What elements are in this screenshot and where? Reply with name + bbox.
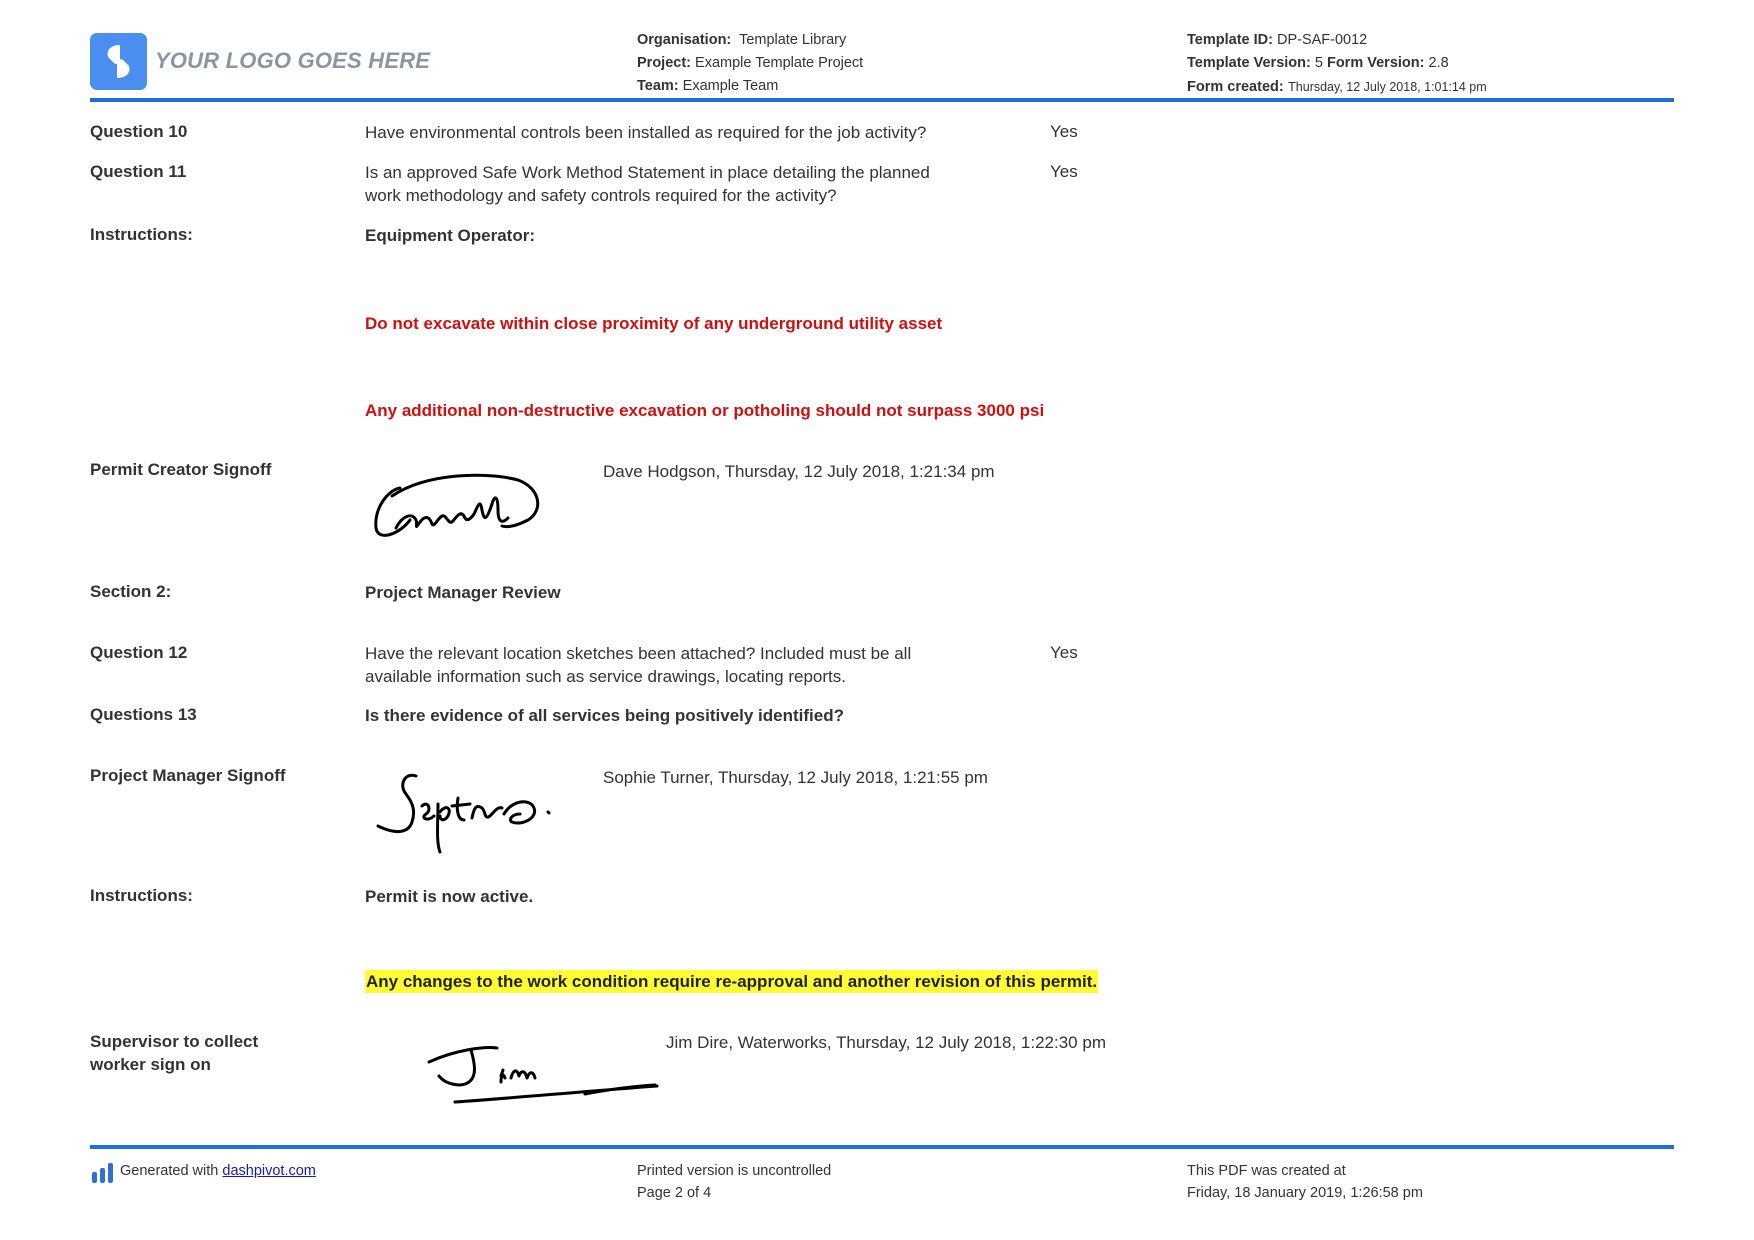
dashpivot-link[interactable]: dashpivot.com — [222, 1163, 316, 1179]
dashpivot-bars-icon — [91, 1162, 115, 1184]
question-11-text — [365, 161, 930, 207]
team-value: Example Team — [682, 78, 779, 94]
uncontrolled-notice: Printed version is uncontrolled — [637, 1163, 832, 1179]
instructions-1-label: Instructions: — [90, 225, 193, 244]
template-version-value: 5 — [1314, 55, 1323, 71]
footer-divider — [90, 1145, 1674, 1149]
permit-creator-label: Permit Creator Signoff — [90, 460, 272, 479]
template-version-label: Template Version: — [1187, 55, 1311, 71]
supervisor-label-line2: worker sign on — [90, 1055, 211, 1074]
project-value: Example Template Project — [695, 55, 864, 71]
question-12-text-line2: available information such as service drawings, locating reports. — [365, 667, 846, 686]
form-version-value: 2.8 — [1428, 55, 1449, 71]
supervisor-label-line1: Supervisor to collect — [90, 1032, 259, 1051]
instructions-2-label: Instructions: — [90, 886, 193, 905]
instructions-1-warning-2: Any additional non-destructive excavation or potholing should not surpass 3000 psi — [365, 401, 1045, 420]
supervisor-label — [90, 1030, 258, 1076]
organisation-label: Organisation: — [637, 32, 732, 48]
organisation-line — [637, 32, 846, 48]
project-manager-signature-icon — [372, 770, 562, 856]
header-divider — [90, 98, 1674, 102]
logo-mark-icon — [90, 33, 147, 90]
instructions-2-highlight-text: Any changes to the work condition require re-approval and another revision of this permit. — [366, 972, 1098, 991]
organisation-value: Template Library — [739, 32, 847, 48]
pdf-created-label: This PDF was created at — [1187, 1163, 1346, 1179]
pdf-created-value: Friday, 18 January 2019, 1:26:58 pm — [1187, 1185, 1423, 1201]
form-version-label: Form Version: — [1326, 55, 1425, 71]
question-13-text: Is there evidence of all services being positively identified? — [365, 706, 844, 725]
supervisor-signed: Jim Dire, Waterworks, Thursday, 12 July 2018, 1:22:30 pm — [666, 1033, 1106, 1052]
question-12-text-line1: Have the relevant location sketches been attached? Included must be all — [365, 644, 912, 663]
permit-creator-signed: Dave Hodgson, Thursday, 12 July 2018, 1:21:34 pm — [603, 462, 995, 481]
permit-creator-signature-icon — [368, 470, 548, 545]
logo-placeholder-text: YOUR LOGO GOES HERE — [155, 48, 431, 73]
team-line — [637, 78, 778, 94]
project-line — [637, 55, 863, 71]
question-11-text-line1: Is an approved Safe Work Method Statement in place detailing the planned — [365, 163, 930, 182]
generated-with-line — [120, 1163, 316, 1179]
version-line — [1187, 55, 1449, 71]
instructions-2-heading: Permit is now active. — [365, 887, 534, 906]
company-logo — [90, 33, 147, 90]
section-2-heading: Project Manager Review — [365, 583, 561, 602]
supervisor-signature-icon — [425, 1040, 660, 1105]
project-manager-signed: Sophie Turner, Thursday, 12 July 2018, 1:21:55 pm — [603, 768, 988, 787]
question-10-answer: Yes — [1050, 122, 1078, 141]
generated-prefix: Generated with — [120, 1163, 219, 1179]
template-id-label: Template ID: — [1187, 32, 1273, 48]
instructions-1-heading: Equipment Operator: — [365, 226, 536, 245]
form-created-line — [1187, 78, 1487, 96]
question-13-label: Questions 13 — [90, 705, 197, 724]
instructions-1-warning-1: Do not excavate within close proximity of any underground utility asset — [365, 314, 943, 333]
question-11-text-line2: work methodology and safety controls required for the activity? — [365, 186, 837, 205]
section-2-label: Section 2: — [90, 582, 172, 601]
question-12-label: Question 12 — [90, 643, 188, 662]
team-label: Team: — [637, 78, 679, 94]
template-id-value: DP-SAF-0012 — [1276, 32, 1368, 48]
form-created-label: Form created: — [1187, 79, 1284, 95]
template-id-line — [1187, 32, 1367, 48]
project-label: Project: — [637, 55, 691, 71]
page-number: Page 2 of 4 — [637, 1185, 712, 1201]
instructions-2-highlight — [365, 970, 1098, 993]
question-11-answer: Yes — [1050, 162, 1078, 181]
project-manager-signoff-label: Project Manager Signoff — [90, 766, 286, 785]
question-12-answer: Yes — [1050, 643, 1078, 662]
question-11-label: Question 11 — [90, 162, 187, 181]
question-12-text — [365, 642, 911, 688]
form-created-value: Thursday, 12 July 2018, 1:01:14 pm — [1288, 80, 1487, 94]
question-10-text: Have environmental controls been installed as required for the job activity? — [365, 123, 927, 142]
question-10-label: Question 10 — [90, 122, 188, 141]
